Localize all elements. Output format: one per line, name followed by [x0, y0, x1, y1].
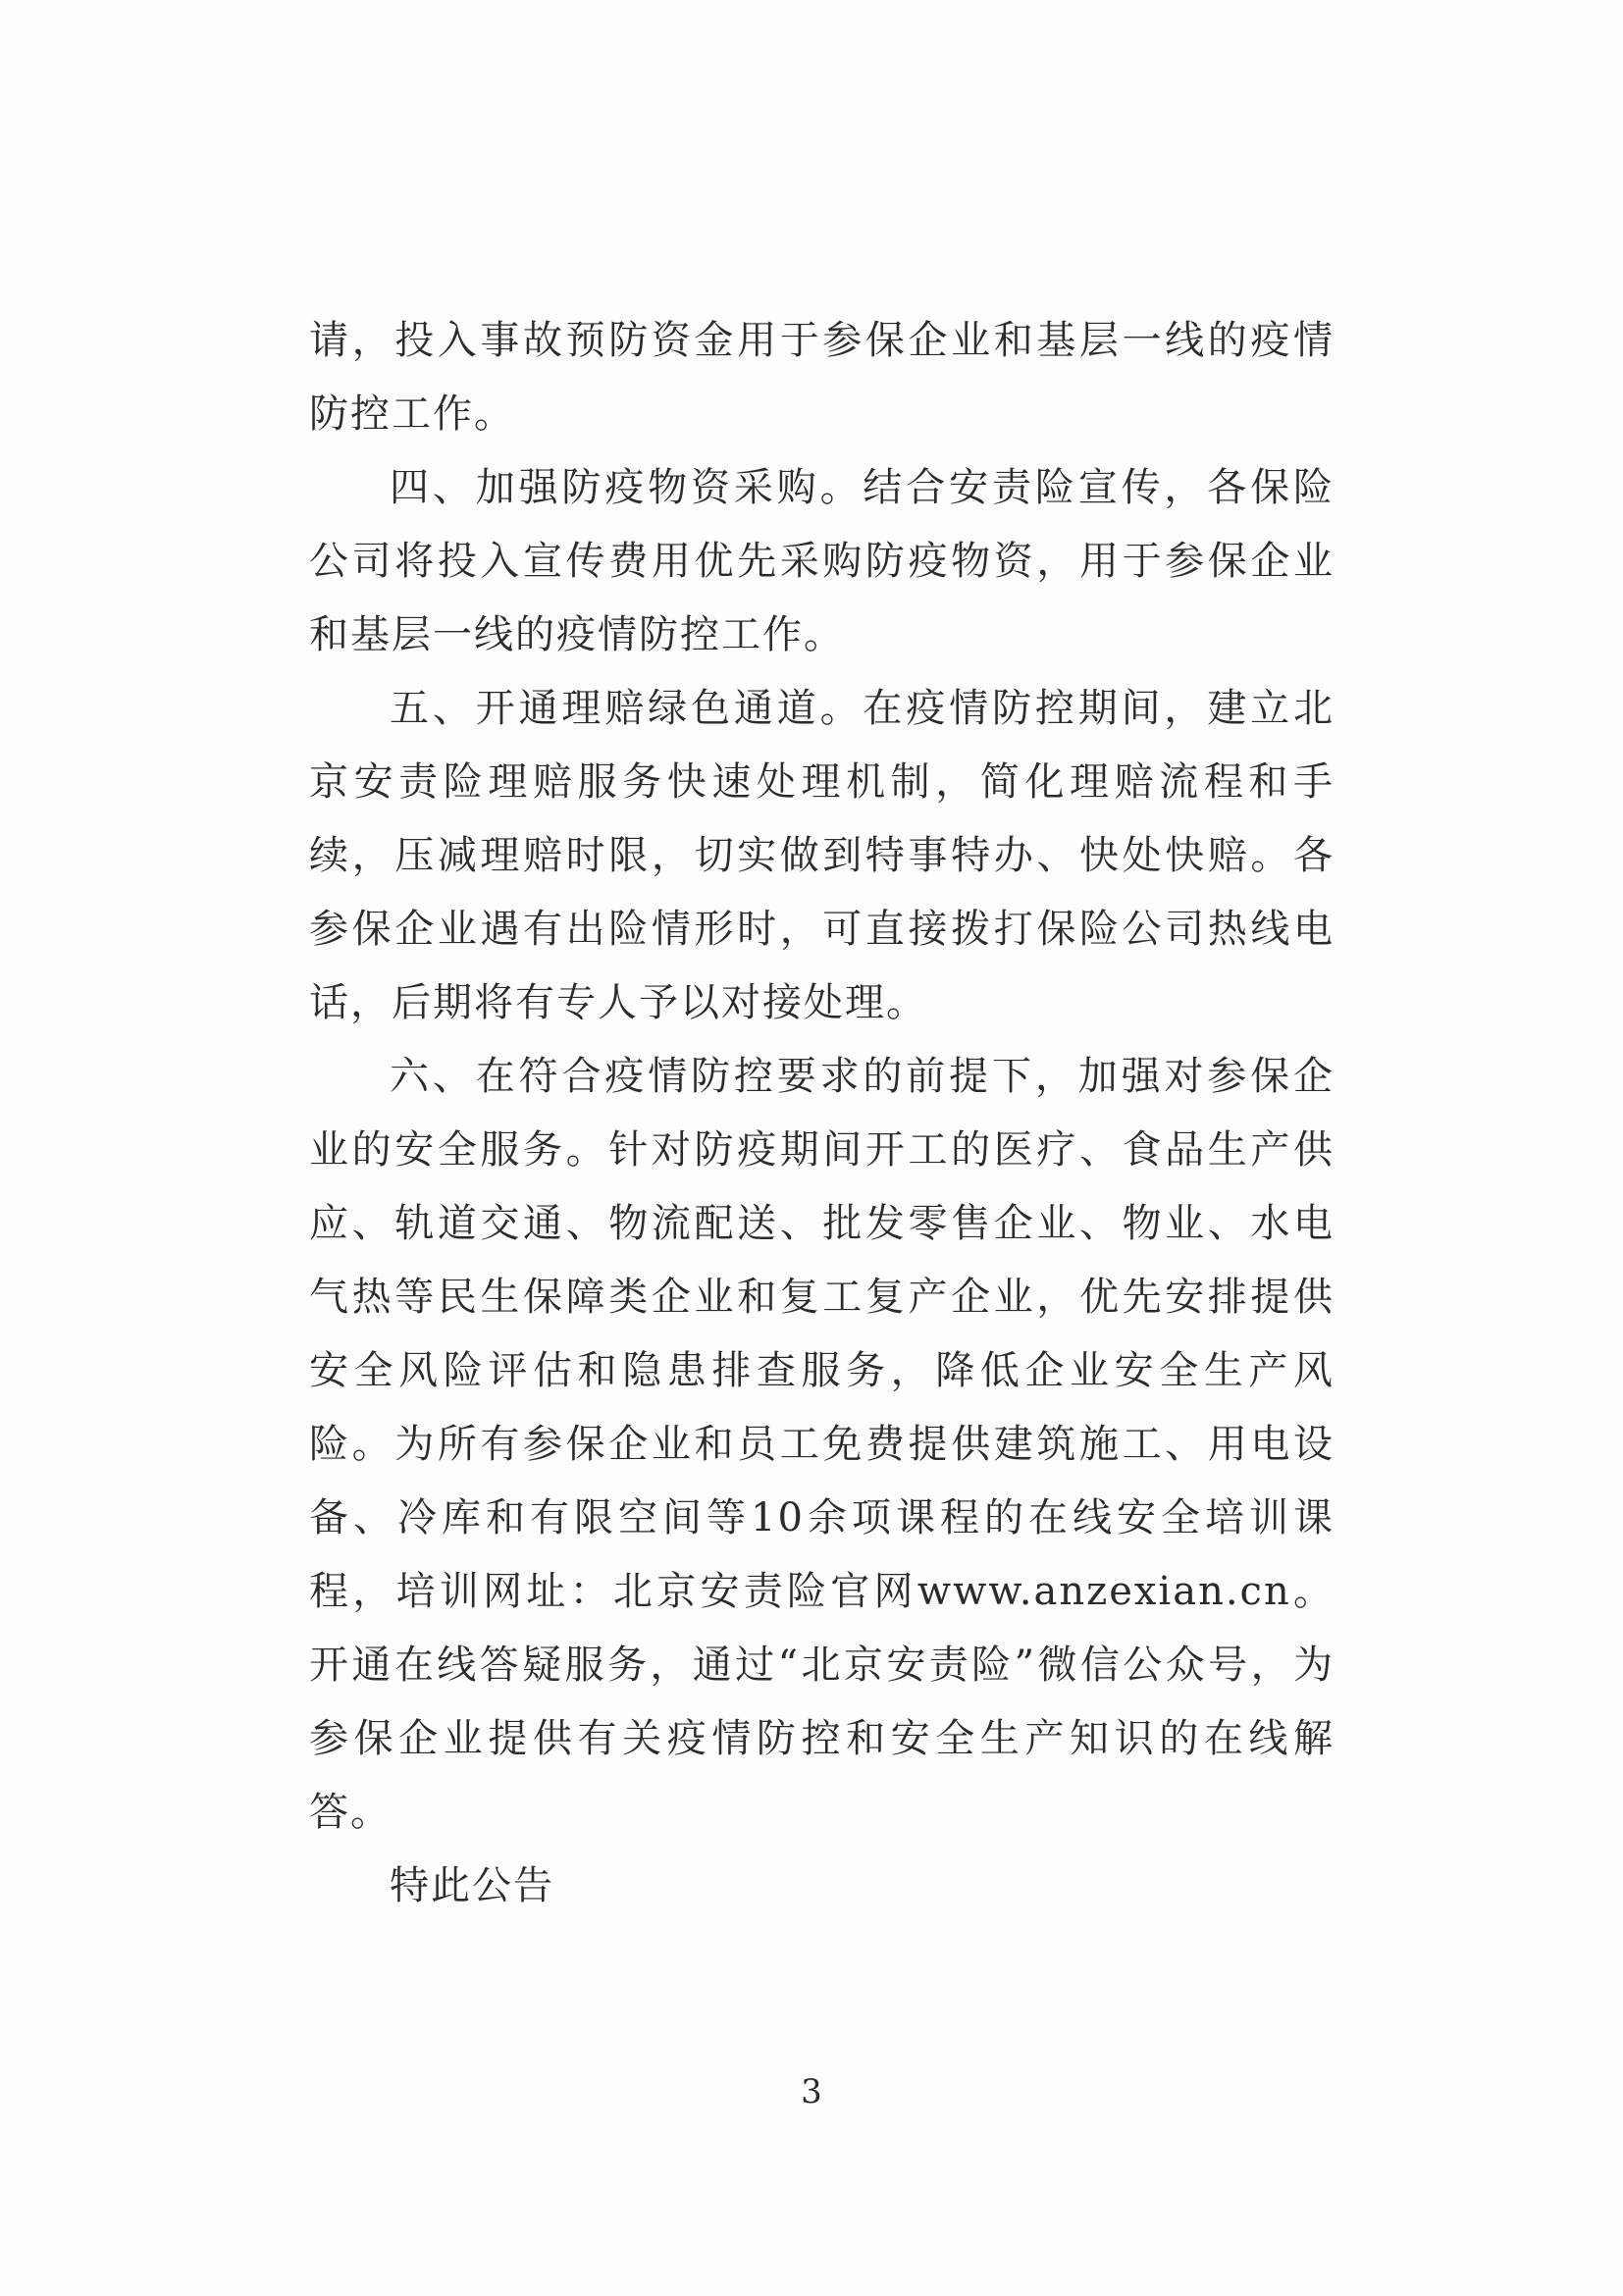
- body-text: [309, 304, 1335, 1923]
- paragraph-item-five: 五、开通理赔绿色通道。在疫情防控期间，建立北京安责险理赔服务快速处理机制，简化理赔流程和手续，压减理赔时限，切实做到特事特办、快处快赔。各参保企业遇有出险情形时，可直接拨打保险公司热线电话，后期将有专人予以对接处理。: [309, 686, 1335, 1025]
- paragraph-item-six: 六、在符合疫情防控要求的前提下，加强对参保企业的安全服务。针对防疫期间开工的医疗、食品生产供应、轨道交通、物流配送、批发零售企业、物业、水电气热等民生保障类企业和复工复产企业，优先安排提供安全风险评估和隐患排查服务，降低企业安全生产风险。为所有参保企业和员工免费提供建筑施工、用电设备、冷库和有限空间等10余项课程的在线安全培训课程，培训网址：北京安责险官网www.anzexian.cn。开通在线答疑服务，通过“北京安责险”微信公众号，为参保企业提供有关疫情防控和安全生产知识的在线解答。: [309, 1054, 1335, 1835]
- page-number: 3: [801, 2072, 822, 2112]
- closing-statement: 特此公告: [390, 1863, 554, 1908]
- paragraph-item-four: 四、加强防疫物资采购。结合安责险宣传，各保险公司将投入宣传费用优先采购防疫物资，用于参保企业和基层一线的疫情防控工作。: [309, 465, 1335, 657]
- paragraph-continuation: 请，投入事故预防资金用于参保企业和基层一线的疫情防控工作。: [309, 318, 1335, 437]
